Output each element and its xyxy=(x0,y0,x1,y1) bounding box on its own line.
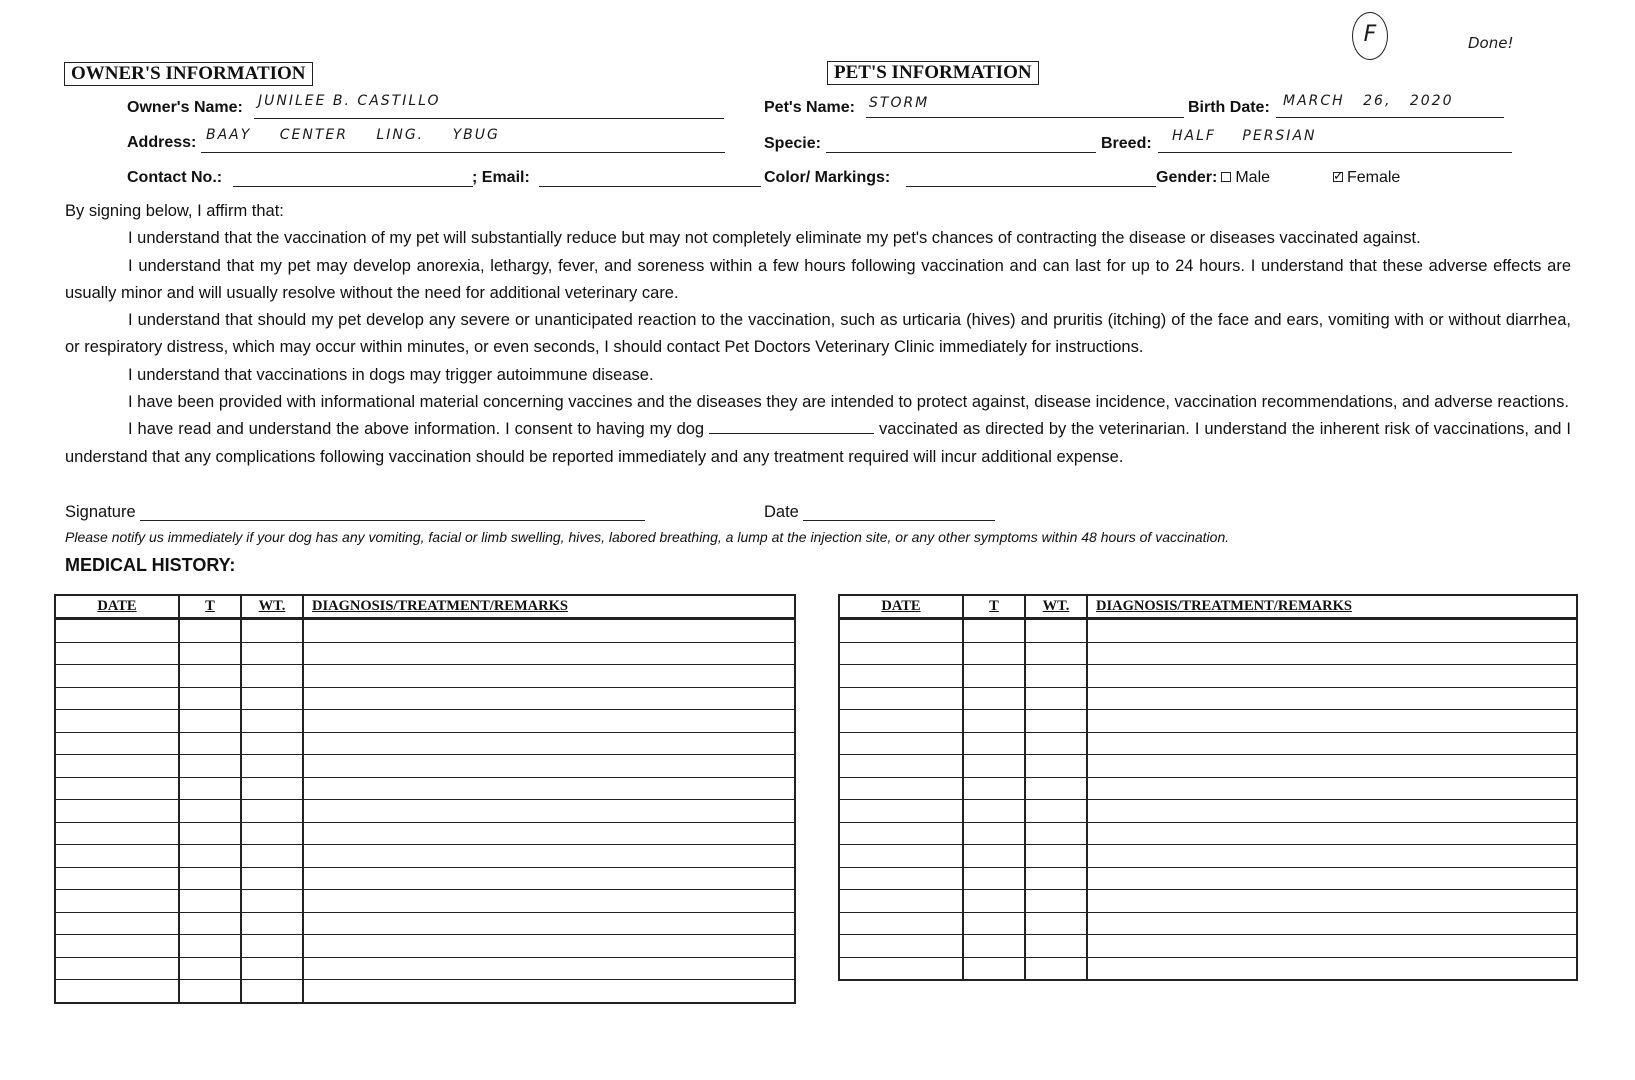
weight-cell[interactable] xyxy=(1025,619,1087,643)
date-cell[interactable] xyxy=(55,822,179,845)
weight-cell[interactable] xyxy=(241,665,303,688)
date-cell[interactable] xyxy=(839,642,963,665)
date-cell[interactable] xyxy=(55,935,179,958)
temperature-cell[interactable] xyxy=(179,687,241,710)
date-cell[interactable] xyxy=(55,665,179,688)
remarks-cell[interactable] xyxy=(303,800,795,823)
column-header-remarks: DIAGNOSIS/TREATMENT/REMARKS xyxy=(1087,595,1577,619)
remarks-cell[interactable] xyxy=(1087,665,1577,688)
column-header-date: DATE xyxy=(839,595,963,619)
table-row xyxy=(839,957,1577,980)
weight-cell[interactable] xyxy=(241,710,303,733)
weight-cell[interactable] xyxy=(1025,732,1087,755)
date-cell[interactable] xyxy=(55,710,179,733)
table-row xyxy=(55,642,795,665)
remarks-cell[interactable] xyxy=(303,732,795,755)
pet-name-field[interactable] xyxy=(866,117,1184,118)
weight-cell[interactable] xyxy=(1025,867,1087,890)
date-cell[interactable] xyxy=(839,845,963,868)
consent-intro: By signing below, I affirm that: xyxy=(65,202,284,220)
date-cell[interactable] xyxy=(55,687,179,710)
table-row xyxy=(55,980,795,1003)
table-row xyxy=(55,665,795,688)
weight-cell[interactable] xyxy=(1025,642,1087,665)
weight-cell[interactable] xyxy=(1025,665,1087,688)
remarks-cell[interactable] xyxy=(303,935,795,958)
weight-cell[interactable] xyxy=(241,980,303,1003)
remarks-cell[interactable] xyxy=(1087,822,1577,845)
remarks-cell[interactable] xyxy=(303,890,795,913)
circled-mark-text: F xyxy=(1363,22,1377,47)
table-row xyxy=(55,619,795,643)
weight-cell[interactable] xyxy=(1025,957,1087,980)
table-row xyxy=(839,845,1577,868)
dog-name-field[interactable] xyxy=(709,432,874,434)
table-row xyxy=(55,687,795,710)
table-row xyxy=(55,890,795,913)
female-check-mark-icon: ✓ xyxy=(1332,167,1344,183)
date-cell[interactable] xyxy=(55,800,179,823)
weight-cell[interactable] xyxy=(241,957,303,980)
signature-label: Signature xyxy=(65,503,136,521)
male-label: Male xyxy=(1235,169,1271,186)
column-header-temperature: T xyxy=(179,595,241,619)
gender-label: Gender: xyxy=(1156,169,1218,186)
date-cell[interactable] xyxy=(55,867,179,890)
temperature-cell[interactable] xyxy=(963,710,1025,733)
table-row xyxy=(55,867,795,890)
table-row xyxy=(55,957,795,980)
remarks-cell[interactable] xyxy=(1087,867,1577,890)
owner-info-header: OWNER'S INFORMATION xyxy=(64,62,313,86)
date-cell[interactable] xyxy=(839,912,963,935)
table-row xyxy=(55,912,795,935)
remarks-cell[interactable] xyxy=(1087,935,1577,958)
date-cell[interactable] xyxy=(55,619,179,643)
temperature-cell[interactable] xyxy=(963,845,1025,868)
consent-paragraph-3: I understand that should my pet develop any severe or unanticipated reaction to the vaccination, such as urticaria (hives) and pruritis (itching) of the face and ears, vomiting with or without diarrhea, or respiratory distress, which may occur within minutes, or even seconds, I should contact Pet Doctors Veterinary Clinic immediately for instructions. xyxy=(65,311,1571,357)
signature-field[interactable] xyxy=(140,520,645,521)
temperature-cell[interactable] xyxy=(179,957,241,980)
date-cell[interactable] xyxy=(55,845,179,868)
consent-paragraph-1: I understand that the vaccination of my pet will substantially reduce but may not completely eliminate my pet's chances of contracting the disease or diseases vaccinated against. xyxy=(128,229,1421,248)
remarks-cell[interactable] xyxy=(303,845,795,868)
weight-cell[interactable] xyxy=(241,845,303,868)
date-cell[interactable] xyxy=(839,755,963,778)
temperature-cell[interactable] xyxy=(179,710,241,733)
temperature-cell[interactable] xyxy=(963,619,1025,643)
table-row xyxy=(55,822,795,845)
weight-cell[interactable] xyxy=(1025,800,1087,823)
table-row xyxy=(839,935,1577,958)
table-row xyxy=(839,665,1577,688)
birth-date-value: MARCH 26, 2020 xyxy=(1283,93,1454,109)
remarks-cell[interactable] xyxy=(303,822,795,845)
medical-history-table-right xyxy=(838,594,1578,981)
date-cell[interactable] xyxy=(839,935,963,958)
date-cell[interactable] xyxy=(839,665,963,688)
temperature-cell[interactable] xyxy=(963,665,1025,688)
temperature-cell[interactable] xyxy=(179,980,241,1003)
table-row xyxy=(839,732,1577,755)
temperature-cell[interactable] xyxy=(179,777,241,800)
breed-label: Breed: xyxy=(1101,135,1152,152)
date-cell[interactable] xyxy=(839,957,963,980)
date-cell[interactable] xyxy=(55,912,179,935)
temperature-cell[interactable] xyxy=(963,642,1025,665)
color-markings-field[interactable] xyxy=(906,186,1156,187)
female-checkbox[interactable] xyxy=(1332,167,1344,183)
weight-cell[interactable] xyxy=(1025,845,1087,868)
date-label: Date xyxy=(764,503,799,521)
date-cell[interactable] xyxy=(839,777,963,800)
weight-cell[interactable] xyxy=(241,755,303,778)
weight-cell[interactable] xyxy=(241,642,303,665)
column-header-weight: WT. xyxy=(241,595,303,619)
table-row xyxy=(55,777,795,800)
breed-value: HALF PERSIAN xyxy=(1172,128,1317,144)
table-row xyxy=(55,935,795,958)
contact-field[interactable] xyxy=(233,186,473,187)
date-cell[interactable] xyxy=(55,755,179,778)
specie-field[interactable] xyxy=(826,152,1096,153)
medical-history-title: MEDICAL HISTORY: xyxy=(65,555,236,575)
date-cell[interactable] xyxy=(839,822,963,845)
weight-cell[interactable] xyxy=(241,800,303,823)
table-row xyxy=(839,619,1577,643)
remarks-cell[interactable] xyxy=(1087,687,1577,710)
weight-cell[interactable] xyxy=(241,867,303,890)
weight-cell[interactable] xyxy=(1025,777,1087,800)
remarks-cell[interactable] xyxy=(303,777,795,800)
temperature-cell[interactable] xyxy=(179,822,241,845)
remarks-cell[interactable] xyxy=(303,619,795,643)
date-cell[interactable] xyxy=(839,867,963,890)
contact-label: Contact No.: xyxy=(127,169,223,186)
remarks-cell[interactable] xyxy=(303,687,795,710)
remarks-cell[interactable] xyxy=(303,642,795,665)
address-label: Address: xyxy=(127,134,197,151)
email-field[interactable] xyxy=(539,186,761,187)
done-note: Done! xyxy=(1468,34,1514,52)
table-row xyxy=(839,755,1577,778)
temperature-cell[interactable] xyxy=(963,800,1025,823)
weight-cell[interactable] xyxy=(241,777,303,800)
table-row xyxy=(839,777,1577,800)
weight-cell[interactable] xyxy=(241,912,303,935)
date-field[interactable] xyxy=(803,520,995,521)
pet-info-header: PET'S INFORMATION xyxy=(827,61,1039,85)
remarks-cell[interactable] xyxy=(303,980,795,1003)
consent-p6-before: I have read and understand the above information. I consent to having my dog xyxy=(128,420,705,439)
remarks-cell[interactable] xyxy=(1087,732,1577,755)
column-header-date: DATE xyxy=(55,595,179,619)
temperature-cell[interactable] xyxy=(963,687,1025,710)
weight-cell[interactable] xyxy=(1025,710,1087,733)
weight-cell[interactable] xyxy=(241,732,303,755)
remarks-cell[interactable] xyxy=(1087,957,1577,980)
date-cell[interactable] xyxy=(55,777,179,800)
owner-name-label: Owner's Name: xyxy=(127,99,243,116)
address-field[interactable] xyxy=(201,152,725,153)
table-row xyxy=(839,800,1577,823)
consent-p6-after: vaccinated as directed by the veterinarian. I understand the inherent risk of vaccinations, and I understand that any complications following vaccination should be reported immediately and any treatment required will incur additional expense. xyxy=(65,420,1571,466)
date-cell[interactable] xyxy=(839,687,963,710)
temperature-cell[interactable] xyxy=(179,642,241,665)
owner-name-value: JUNILEE B. CASTILLO xyxy=(258,93,441,109)
weight-cell[interactable] xyxy=(1025,935,1087,958)
date-cell[interactable] xyxy=(839,619,963,643)
medical-history-table-left xyxy=(54,594,796,1004)
birth-date-field[interactable] xyxy=(1276,117,1504,118)
female-label: Female xyxy=(1346,169,1401,186)
temperature-cell[interactable] xyxy=(963,867,1025,890)
gender-group xyxy=(1156,168,1400,188)
consent-paragraph-4: I understand that vaccinations in dogs may trigger autoimmune disease. xyxy=(128,365,654,384)
consent-paragraph-5: I have been provided with informational material concerning vaccines and the diseases they are intended to protect against, disease incidence, vaccination recommendations, and adverse reactions. xyxy=(128,393,1569,412)
circled-mark xyxy=(1352,12,1388,60)
table-row xyxy=(55,755,795,778)
breed-field[interactable] xyxy=(1158,152,1512,153)
remarks-cell[interactable] xyxy=(1087,890,1577,913)
table-row xyxy=(55,800,795,823)
weight-cell[interactable] xyxy=(1025,822,1087,845)
weight-cell[interactable] xyxy=(241,890,303,913)
temperature-cell[interactable] xyxy=(963,935,1025,958)
remarks-cell[interactable] xyxy=(303,912,795,935)
temperature-cell[interactable] xyxy=(963,777,1025,800)
date-cell[interactable] xyxy=(55,732,179,755)
table-row xyxy=(839,822,1577,845)
consent-paragraph-2: I understand that my pet may develop anorexia, lethargy, fever, and soreness within a few hours following vaccination and can last for up to 24 hours. I understand that these adverse effects are usually minor and will usually resolve without the need for additional veterinary care. xyxy=(65,256,1571,302)
temperature-cell[interactable] xyxy=(179,867,241,890)
remarks-cell[interactable] xyxy=(303,710,795,733)
remarks-cell[interactable] xyxy=(303,755,795,778)
date-cell[interactable] xyxy=(839,732,963,755)
date-cell[interactable] xyxy=(55,957,179,980)
owner-name-field[interactable] xyxy=(254,118,724,119)
date-cell[interactable] xyxy=(839,800,963,823)
weight-cell[interactable] xyxy=(1025,890,1087,913)
weight-cell[interactable] xyxy=(241,687,303,710)
table-row xyxy=(55,845,795,868)
table-row xyxy=(839,687,1577,710)
color-markings-label: Color/ Markings: xyxy=(764,169,891,186)
weight-cell[interactable] xyxy=(1025,912,1087,935)
date-cell[interactable] xyxy=(55,980,179,1003)
column-header-weight: WT. xyxy=(1025,595,1087,619)
temperature-cell[interactable] xyxy=(963,755,1025,778)
remarks-cell[interactable] xyxy=(1087,845,1577,868)
remarks-cell[interactable] xyxy=(1087,710,1577,733)
table-row xyxy=(55,710,795,733)
temperature-cell[interactable] xyxy=(963,890,1025,913)
temperature-cell[interactable] xyxy=(963,822,1025,845)
temperature-cell[interactable] xyxy=(179,665,241,688)
temperature-cell[interactable] xyxy=(179,912,241,935)
weight-cell[interactable] xyxy=(241,935,303,958)
consent-text xyxy=(65,198,1571,471)
date-cell[interactable] xyxy=(839,890,963,913)
specie-label: Specie: xyxy=(764,135,821,152)
table-row xyxy=(839,867,1577,890)
temperature-cell[interactable] xyxy=(179,619,241,643)
table-row xyxy=(55,732,795,755)
temperature-cell[interactable] xyxy=(179,890,241,913)
date-cell[interactable] xyxy=(55,642,179,665)
temperature-cell[interactable] xyxy=(179,845,241,868)
remarks-cell[interactable] xyxy=(1087,619,1577,643)
temperature-cell[interactable] xyxy=(179,732,241,755)
remarks-cell[interactable] xyxy=(1087,912,1577,935)
weight-cell[interactable] xyxy=(241,619,303,643)
remarks-cell[interactable] xyxy=(1087,642,1577,665)
temperature-cell[interactable] xyxy=(179,800,241,823)
remarks-cell[interactable] xyxy=(1087,800,1577,823)
notice-text: Please notify us immediately if your dog has any vomiting, facial or limb swelling, hives, labored breathing, a lump at the injection site, or any other symptoms within 48 hours of vaccination. xyxy=(65,529,1230,545)
table-row xyxy=(839,912,1577,935)
temperature-cell[interactable] xyxy=(963,912,1025,935)
male-checkbox[interactable] xyxy=(1221,172,1231,182)
temperature-cell[interactable] xyxy=(963,957,1025,980)
weight-cell[interactable] xyxy=(1025,687,1087,710)
table-row xyxy=(839,890,1577,913)
temperature-cell[interactable] xyxy=(179,755,241,778)
pet-name-value: STORM xyxy=(869,95,930,111)
date-cell[interactable] xyxy=(55,890,179,913)
birth-date-label: Birth Date: xyxy=(1188,99,1270,116)
remarks-cell[interactable] xyxy=(1087,755,1577,778)
pet-name-label: Pet's Name: xyxy=(764,99,855,116)
email-label: ; Email: xyxy=(472,169,530,186)
date-cell[interactable] xyxy=(839,710,963,733)
weight-cell[interactable] xyxy=(1025,755,1087,778)
remarks-cell[interactable] xyxy=(303,867,795,890)
remarks-cell[interactable] xyxy=(303,665,795,688)
temperature-cell[interactable] xyxy=(179,935,241,958)
temperature-cell[interactable] xyxy=(963,732,1025,755)
table-row xyxy=(839,642,1577,665)
column-header-remarks: DIAGNOSIS/TREATMENT/REMARKS xyxy=(303,595,795,619)
remarks-cell[interactable] xyxy=(1087,777,1577,800)
address-value: BAAY CENTER LING. YBUG xyxy=(206,127,500,143)
weight-cell[interactable] xyxy=(241,822,303,845)
table-row xyxy=(839,710,1577,733)
column-header-temperature: T xyxy=(963,595,1025,619)
consent-paragraph-6 xyxy=(65,416,1571,471)
remarks-cell[interactable] xyxy=(303,957,795,980)
